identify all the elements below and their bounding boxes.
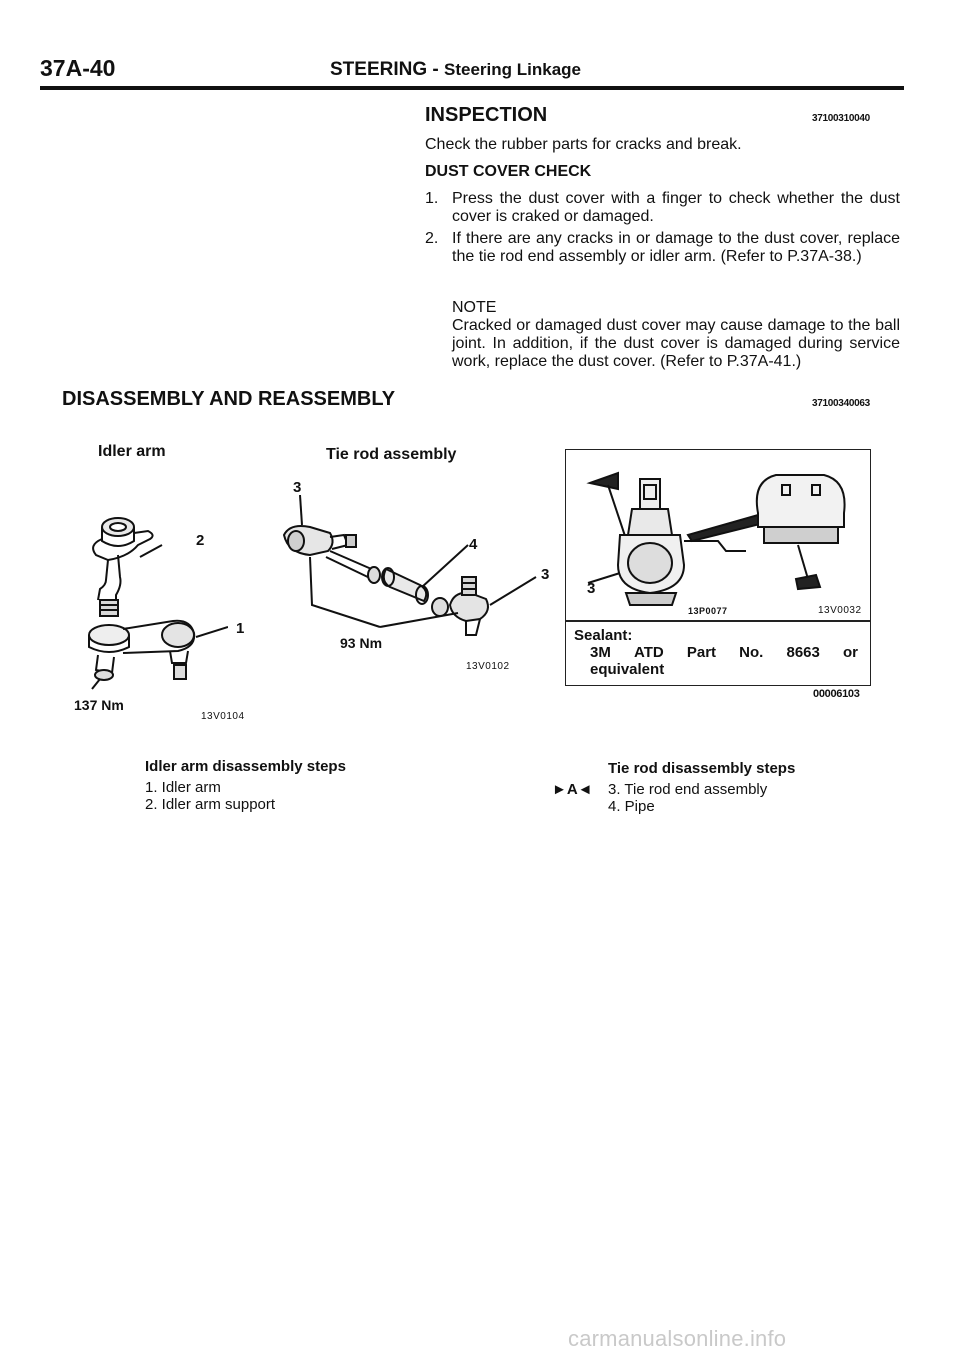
page-number: 37A-40	[40, 55, 116, 81]
header-rule	[40, 86, 904, 90]
idler-torque: 137 Nm	[74, 697, 124, 713]
sealant-label: Sealant:	[574, 627, 633, 644]
tie-rod-step-item: 3. Tie rod end assembly	[608, 781, 768, 798]
sealant-figure-code: 00006103	[813, 688, 860, 700]
tie-rod-torque: 93 Nm	[340, 635, 383, 651]
header-title	[330, 59, 581, 81]
tie-rod-callout-3b: 3	[541, 566, 550, 583]
tie-rod-figure-label: Tie rod assembly	[326, 446, 457, 463]
disassembly-heading: DISASSEMBLY AND REASSEMBLY	[62, 388, 396, 410]
step-number: 1.	[425, 190, 439, 207]
sealant-word: No.	[739, 644, 764, 661]
tie-rod-illustration	[270, 495, 550, 675]
note-block	[452, 299, 900, 371]
idler-steps-heading: Idler arm disassembly steps	[145, 758, 346, 775]
dust-cover-heading: DUST COVER CHECK	[425, 163, 592, 180]
sealant-word: 8663	[786, 644, 820, 661]
sealant-word: 3M	[590, 644, 611, 661]
idler-arm-illustration	[78, 505, 228, 695]
tie-rod-callout-4: 4	[469, 536, 478, 553]
tie-rod-steps-heading: Tie rod disassembly steps	[608, 760, 796, 777]
note-text: Cracked or damaged dust cover may cause damage to the ball joint. In addition, if the dust cover is damaged during service work, replace the dust cover. (Refer to P.37A-41.)	[452, 317, 900, 370]
sealant-word: ATD	[633, 644, 664, 661]
service-point-marker: ►A◄	[552, 781, 593, 798]
sealant-code-left: 13P0077	[688, 606, 728, 616]
sealant-spec-line1	[590, 644, 858, 661]
watermark: carmanualsonline.info	[568, 1326, 787, 1351]
tie-rod-callout-3: 3	[293, 479, 302, 496]
step-text: Press the dust cover with a finger to check whether the dust cover is craked or damaged.	[452, 190, 900, 225]
step-number: 2.	[425, 230, 439, 247]
tie-rod-figure-code: 13V0102	[466, 661, 510, 672]
sealant-code-right: 13V0032	[818, 605, 862, 616]
dust-cover-step	[425, 190, 900, 226]
tie-rod-step-item: 4. Pipe	[608, 798, 655, 815]
idler-arm-figure-label: Idler arm	[98, 443, 166, 460]
idler-figure-code: 13V0104	[201, 711, 245, 722]
note-label: NOTE	[452, 299, 497, 316]
header-subsection: Steering Linkage	[444, 60, 581, 79]
idler-callout-2: 2	[196, 532, 205, 549]
sealant-spec-line2: equivalent	[590, 661, 665, 678]
inspection-code: 37100310040	[812, 113, 870, 124]
inspection-heading: INSPECTION	[425, 104, 548, 126]
idler-callout-1: 1	[236, 620, 245, 637]
sealant-illustration	[568, 455, 868, 615]
sealant-divider	[565, 620, 871, 622]
header-separator: -	[432, 59, 439, 80]
sealant-callout-3: 3	[587, 580, 596, 597]
sealant-word: or	[843, 644, 858, 661]
disassembly-code: 37100340063	[812, 398, 870, 409]
sealant-word: Part	[686, 644, 717, 661]
header-section: STEERING	[330, 59, 428, 80]
step-text: If there are any cracks in or damage to the dust cover, replace the tie rod end assembly or idler arm. (Refer to P.37A-38.)	[452, 230, 900, 265]
dust-cover-step	[425, 230, 900, 266]
dust-cover-steps	[425, 190, 900, 270]
idler-step-item: 2. Idler arm support	[145, 796, 276, 813]
idler-step-item: 1. Idler arm	[145, 779, 221, 796]
inspection-intro: Check the rubber parts for cracks and break.	[425, 136, 742, 153]
